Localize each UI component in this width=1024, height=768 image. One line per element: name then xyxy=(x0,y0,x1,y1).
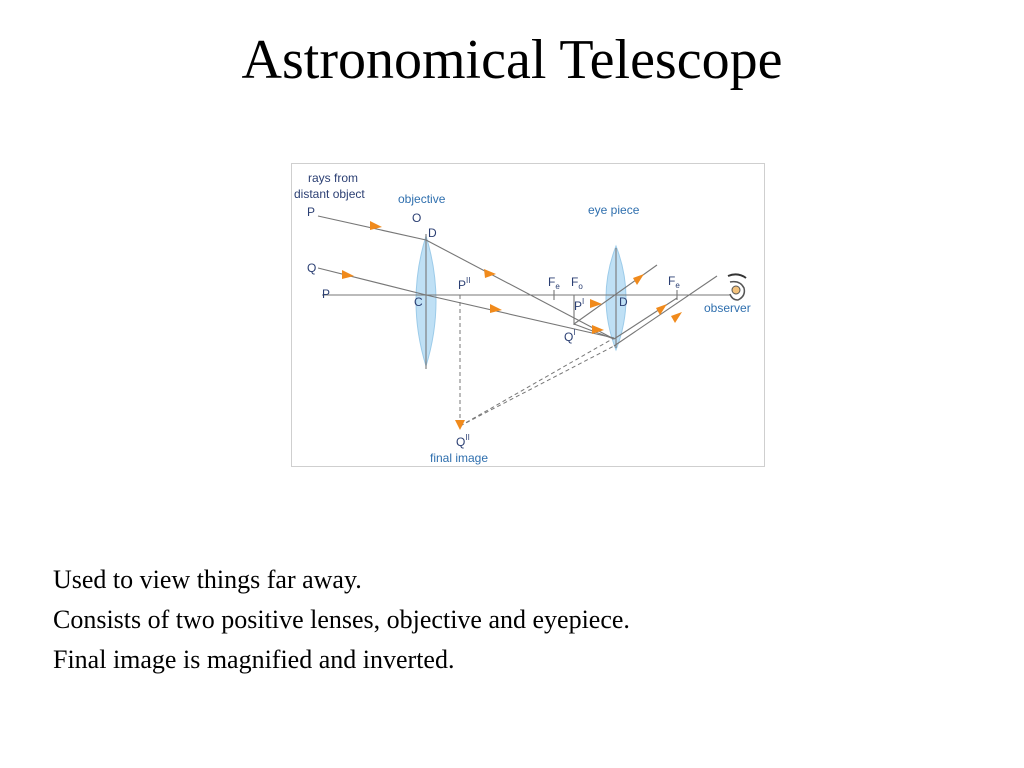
point-d-objective: D xyxy=(428,226,437,240)
point-p-axis: P xyxy=(322,287,331,301)
dashed-line-1 xyxy=(460,338,614,426)
point-fo-sub: o xyxy=(578,282,583,291)
eyepiece-label: eye piece xyxy=(588,203,640,217)
svg-text:PI xyxy=(574,297,584,313)
bullet-item: Final image is magnified and inverted. xyxy=(53,645,455,674)
arrow-q-ray xyxy=(342,270,354,279)
point-fe-right: F xyxy=(668,274,676,288)
final-image-label: final image xyxy=(430,451,489,465)
svg-text:PII xyxy=(458,276,470,292)
ray-eyepiece-3 xyxy=(614,276,717,346)
diagram-canvas xyxy=(292,164,764,466)
arrow-eyepiece-out-1 xyxy=(633,274,644,285)
bullet-list xyxy=(53,560,993,680)
rays-label-line2: distant object xyxy=(294,187,365,201)
svg-text:rays from xyxy=(308,171,358,185)
arrow-p-axis xyxy=(484,269,496,278)
point-fo: F xyxy=(571,275,579,289)
point-q1: Q xyxy=(564,330,574,344)
svg-text:O xyxy=(412,211,421,225)
svg-text:P xyxy=(307,205,315,219)
point-c: C xyxy=(414,295,423,309)
dashed-line-2 xyxy=(460,346,614,426)
svg-text:QI xyxy=(564,328,576,344)
bullet-item: Consists of two positive lenses, objective and eyepiece. xyxy=(53,605,630,634)
point-q2: Q xyxy=(456,435,466,449)
point-p2: P xyxy=(458,278,467,292)
point-q1-sup: I xyxy=(573,328,576,337)
arrow-eyepiece-in-1 xyxy=(590,299,602,308)
point-p-top: P xyxy=(307,205,316,219)
telescope-ray-diagram xyxy=(291,163,765,467)
point-fe-left: F xyxy=(548,275,556,289)
objective-label: objective xyxy=(398,192,446,206)
rays-label-line1: rays from xyxy=(308,171,359,185)
ray-q-refracted xyxy=(426,295,614,338)
svg-text:Fo xyxy=(571,275,583,291)
svg-text:observer xyxy=(704,301,751,315)
svg-text:P xyxy=(322,287,330,301)
point-q: Q xyxy=(307,261,317,275)
svg-text:D xyxy=(619,295,628,309)
svg-text:Q xyxy=(307,261,316,275)
eye-icon xyxy=(728,274,746,300)
bullet-item: Used to view things far away. xyxy=(53,565,362,594)
point-p2-sup: II xyxy=(466,276,471,285)
svg-text:D xyxy=(428,226,437,240)
slide-title: Astronomical Telescope xyxy=(241,29,783,91)
svg-text:objective xyxy=(398,192,446,206)
point-d-eyepiece: D xyxy=(619,295,628,309)
point-fe-right-sub: e xyxy=(675,281,680,290)
svg-text:eye piece xyxy=(588,203,640,217)
svg-text:C xyxy=(414,295,423,309)
ray-q-incoming xyxy=(318,268,426,295)
point-p1: P xyxy=(574,299,583,313)
svg-text:QII xyxy=(456,433,470,449)
point-p1-sup: I xyxy=(582,297,585,306)
observer-label: observer xyxy=(704,301,751,315)
svg-text:Fe xyxy=(668,274,680,290)
svg-text:distant object xyxy=(294,187,365,201)
ray-p-refracted xyxy=(426,240,614,339)
point-o: O xyxy=(412,211,422,225)
arrow-eyepiece-out-3 xyxy=(671,312,682,323)
svg-text:final image xyxy=(430,451,488,465)
point-fe-left-sub: e xyxy=(555,282,560,291)
arrow-final-image xyxy=(455,420,465,430)
svg-text:Fe xyxy=(548,275,560,291)
point-q2-sup: II xyxy=(465,433,470,442)
